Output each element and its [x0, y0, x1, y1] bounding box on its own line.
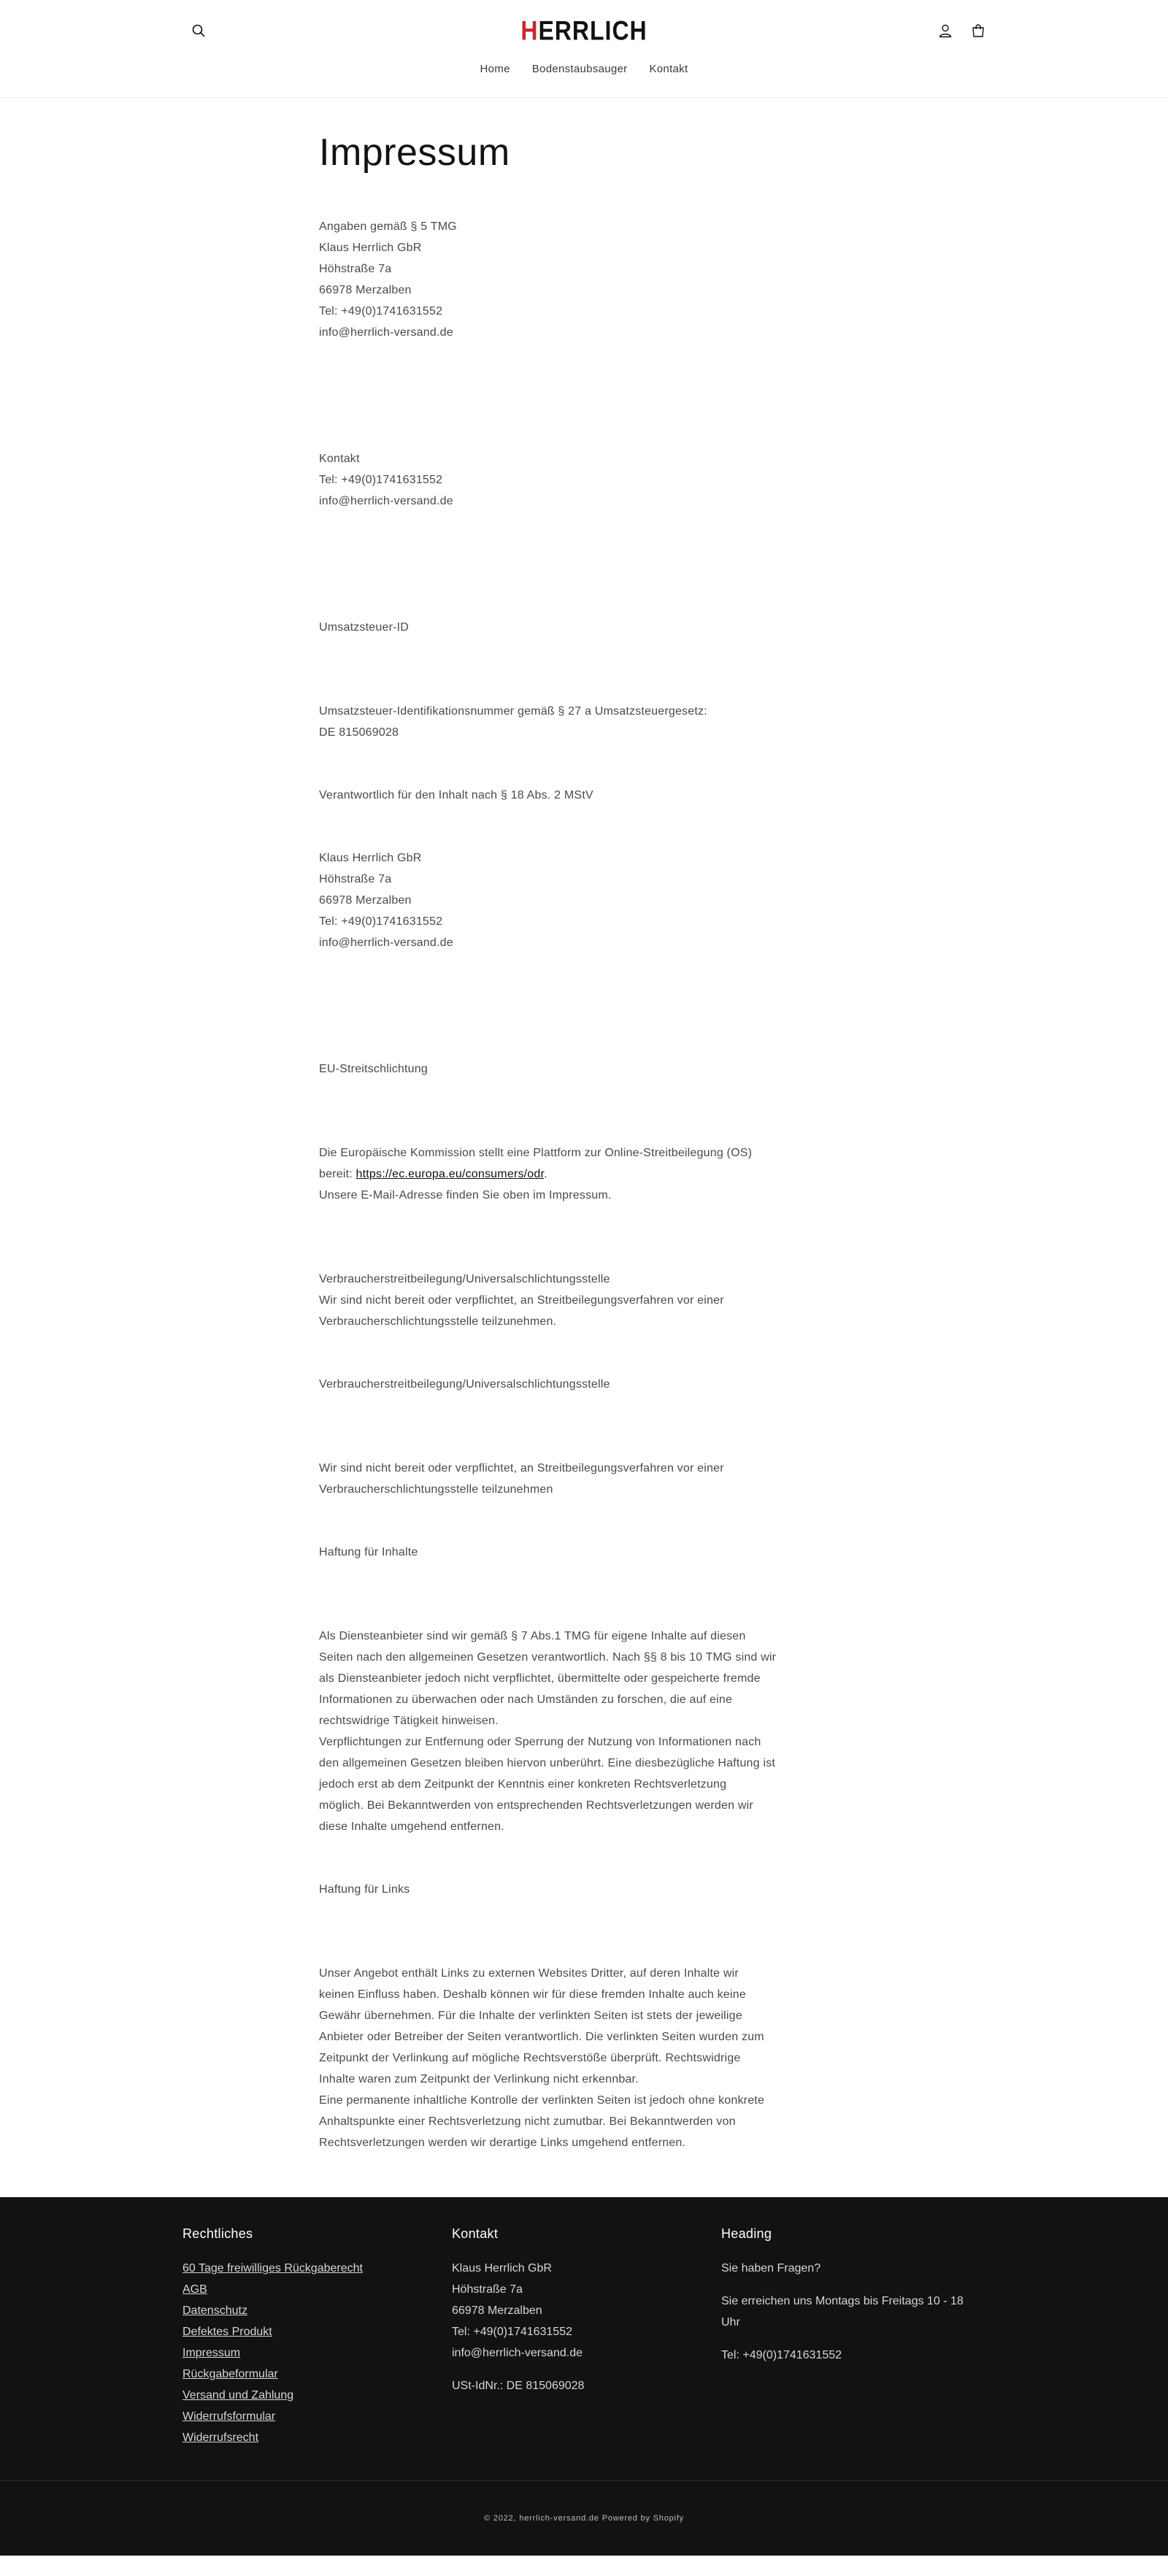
text-line: Höhstraße 7a — [319, 263, 392, 276]
text-line: Gewähr übernehmen. Für die Inhalte der verlinkten Seiten ist stets der jeweilige — [319, 2010, 742, 2023]
search-icon — [191, 23, 206, 38]
text-line: als Diensteanbieter jedoch nicht verpflichtet, übermittelte oder gespeicherte fremde — [319, 1672, 761, 1685]
cart-icon — [971, 23, 986, 38]
nav-kontakt[interactable]: Kontakt — [649, 63, 688, 75]
text-line: Wir sind nicht bereit oder verpflichtet, an Streitbeilegungsverfahren vor einer — [319, 1294, 724, 1307]
shop-link[interactable]: herrlich-versand.de — [519, 2514, 599, 2523]
consumer-dispute-heading: Verbraucherstreitbeilegung/Universalschlichtungsstelle — [319, 1378, 610, 1391]
nav-bodenstaubsauger[interactable]: Bodenstaubsauger — [531, 63, 628, 75]
contact-block — [319, 448, 801, 512]
text-line: info@herrlich-versand.de — [319, 495, 453, 508]
eu-dispute-block — [319, 1142, 801, 1206]
text-line: 66978 Merzalben — [319, 894, 412, 907]
copyright-text: © 2022, — [484, 2514, 517, 2523]
consumer-dispute-block — [319, 1269, 801, 1332]
text-line: Anbieter oder Betreiber der Seiten verantwortlich. Die verlinkten Seiten wurden zum — [319, 2031, 764, 2044]
consumer-dispute-text — [319, 1458, 801, 1500]
text-line: Inhalte waren zum Zeitpunkt der Verlinkung nicht erkennbar. — [319, 2073, 639, 2086]
footer-heading: Heading — [721, 2226, 772, 2242]
site-logo[interactable] — [474, 12, 694, 50]
footer-legal-column — [182, 2226, 423, 2448]
site-footer — [0, 2197, 1168, 2556]
text-line: Rechtsverletzungen werden wir derartige Links umgehend entfernen. — [319, 2137, 686, 2150]
odr-link[interactable]: https://ec.europa.eu/consumers/odr — [356, 1168, 545, 1181]
text-line: Angaben gemäß § 5 TMG — [319, 220, 457, 234]
text-line: Höhstraße 7a — [452, 2283, 523, 2296]
text-line: 66978 Merzalben — [452, 2304, 542, 2318]
liability-content-heading: Haftung für Inhalte — [319, 1546, 418, 1559]
text-line: Kontakt — [319, 453, 360, 466]
text-line — [319, 1164, 801, 1185]
page-title: Impressum — [319, 131, 510, 174]
text-line: info@herrlich-versand.de — [319, 326, 453, 339]
footer-copyright — [0, 2480, 1168, 2556]
footer-link-impressum[interactable]: Impressum — [182, 2347, 241, 2360]
site-header — [0, 0, 1168, 98]
footer-columns — [0, 2197, 1168, 2480]
text-line: keinen Einfluss haben. Deshalb können wir für diese fremden Inhalte auch keine — [319, 1988, 746, 2002]
provider-block — [319, 216, 801, 343]
text-line: Zeitpunkt der Verlinkung auf mögliche Rechtsverstöße überprüft. Rechtswidrige — [319, 2052, 741, 2065]
footer-link-return-policy[interactable]: 60 Tage freiwilliges Rückgaberecht — [182, 2262, 363, 2275]
liability-content-block — [319, 1626, 801, 1837]
search-button[interactable] — [184, 16, 213, 45]
text-line: jedoch erst ab dem Zeitpunkt der Kenntnis einer konkreten Rechtsverletzung — [319, 1778, 727, 1791]
text-line: Klaus Herrlich GbR — [319, 242, 422, 255]
logo-letters-rest: ERRLICH — [538, 15, 648, 46]
text-line: Höhstraße 7a — [319, 873, 392, 886]
footer-link-withdrawal-right[interactable]: Widerrufsrecht — [182, 2431, 259, 2445]
text-line: Seiten nach den allgemeinen Gesetzen verantwortlich. Nach §§ 8 bis 10 TMG sind wir — [319, 1651, 777, 1664]
footer-contact-column — [452, 2226, 693, 2396]
footer-question: Sie haben Fragen? — [721, 2262, 821, 2275]
text-fragment: bereit: — [319, 1168, 356, 1181]
impressum-content — [319, 216, 801, 2153]
text-line: Eine permanente inhaltliche Kontrolle der verlinkten Seiten ist jedoch ohne konkrete — [319, 2094, 765, 2107]
text-line: Klaus Herrlich GbR — [319, 852, 422, 865]
responsible-heading: Verantwortlich für den Inhalt nach § 18 Abs. 2 MStV — [319, 789, 593, 802]
text-line: Tel: +49(0)1741631552 — [319, 474, 443, 487]
powered-by-link[interactable]: Powered by Shopify — [602, 2514, 684, 2523]
text-line: info@herrlich-versand.de — [452, 2347, 583, 2360]
text-line: Unser Angebot enthält Links zu externen Websites Dritter, auf deren Inhalte wir — [319, 1967, 739, 1980]
text-line: Informationen zu überwachen oder nach Umständen zu forschen, die auf eine — [319, 1693, 733, 1707]
text-line: diese Inhalte umgehend entfernen. — [319, 1820, 504, 1834]
logo-letter-first: H — [520, 15, 539, 46]
text-line: Tel: +49(0)1741631552 — [319, 305, 443, 318]
footer-heading: Kontakt — [452, 2226, 499, 2242]
footer-legal-links — [182, 2258, 423, 2448]
text-line: Wir sind nicht bereit oder verpflichtet, an Streitbeilegungsverfahren vor einer — [319, 1462, 724, 1475]
footer-hours: Sie erreichen uns Montags bis Freitags 10 - 18 Uhr — [721, 2295, 964, 2329]
footer-info-column — [721, 2226, 984, 2366]
footer-link-shipping[interactable]: Versand und Zahlung — [182, 2389, 294, 2402]
text-line: Unsere E-Mail-Adresse finden Sie oben im Impressum. — [319, 1189, 612, 1202]
text-line: Umsatzsteuer-Identifikationsnummer gemäß § 27 a Umsatzsteuergesetz: — [319, 705, 707, 718]
text-line: rechtswidrige Tätigkeit hinweisen. — [319, 1715, 499, 1728]
footer-link-return-form[interactable]: Rückgabeformular — [182, 2368, 278, 2381]
text-line: 66978 Merzalben — [319, 284, 412, 297]
eu-dispute-heading: EU-Streitschlichtung — [319, 1063, 428, 1076]
text-line: Verbraucherschlichtungsstelle teilzunehmen. — [319, 1315, 557, 1329]
text-line: info@herrlich-versand.de — [319, 937, 453, 950]
footer-contact-text — [452, 2258, 693, 2364]
text-line: Verbraucherstreitbeilegung/Universalschlichtungsstelle — [319, 1273, 610, 1286]
main-nav — [0, 63, 1168, 75]
footer-link-privacy[interactable]: Datenschutz — [182, 2304, 247, 2318]
main-content — [0, 98, 1168, 2197]
text-line: Verpflichtungen zur Entfernung oder Sperrung der Nutzung von Informationen nach — [319, 1736, 761, 1749]
footer-phone: Tel: +49(0)1741631552 — [721, 2349, 842, 2362]
footer-link-defective[interactable]: Defektes Produkt — [182, 2326, 272, 2339]
text-line: Verbraucherschlichtungsstelle teilzunehmen — [319, 1483, 553, 1496]
liability-links-heading: Haftung für Links — [319, 1883, 410, 1896]
vat-heading: Umsatzsteuer-ID — [319, 621, 410, 634]
text-line: den allgemeinen Gesetzen bleiben hiervon unberührt. Eine diesbezügliche Haftung ist — [319, 1757, 775, 1770]
text-line: möglich. Bei Bekanntwerden von entsprechenden Rechtsverletzungen werden wir — [319, 1799, 753, 1812]
footer-link-withdrawal-form[interactable]: Widerrufsformular — [182, 2410, 276, 2423]
user-icon — [938, 23, 953, 38]
text-fragment: . — [544, 1168, 548, 1181]
text-line: Anhaltspunkte einer Rechtsverletzung nicht zumutbar. Bei Bekanntwerden von — [319, 2115, 736, 2129]
text-line: Als Diensteanbieter sind wir gemäß § 7 Abs.1 TMG für eigene Inhalte auf diesen — [319, 1630, 746, 1643]
responsible-block — [319, 847, 801, 953]
liability-links-block — [319, 1963, 801, 2153]
text-line: Tel: +49(0)1741631552 — [452, 2326, 573, 2339]
text-line: DE 815069028 — [319, 726, 399, 739]
footer-link-agb[interactable]: AGB — [182, 2283, 207, 2296]
account-button[interactable] — [931, 16, 960, 45]
nav-home[interactable]: Home — [480, 63, 510, 75]
footer-heading: Rechtliches — [182, 2226, 253, 2242]
text-line: Klaus Herrlich GbR — [452, 2262, 552, 2275]
vat-block — [319, 701, 801, 743]
text-line: Tel: +49(0)1741631552 — [319, 915, 443, 928]
footer-vat: USt-IdNr.: DE 815069028 — [452, 2380, 585, 2393]
cart-button[interactable] — [964, 16, 993, 45]
text-line: Die Europäische Kommission stellt eine Plattform zur Online-Streitbeilegung (OS) — [319, 1147, 753, 1160]
